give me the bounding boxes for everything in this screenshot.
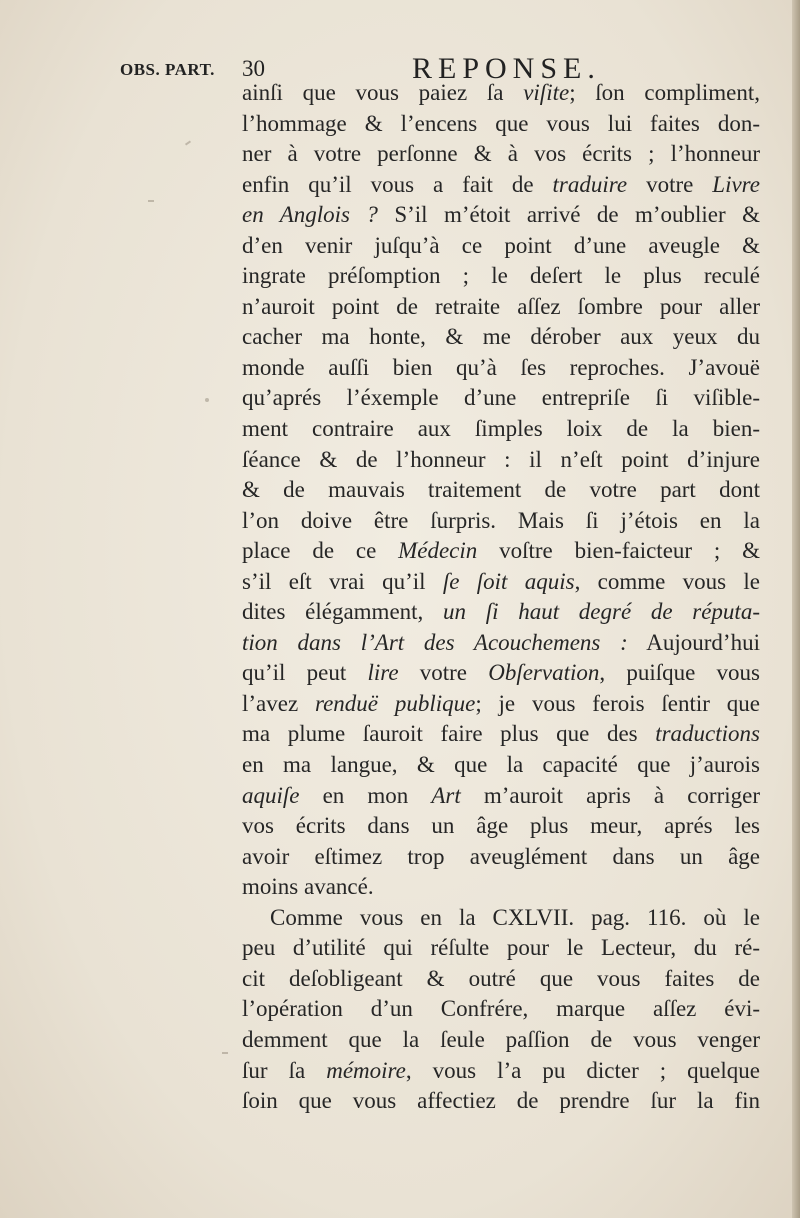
text-line — [242, 842, 760, 873]
text-run: qu’aprés l’éxemple d’une entrepriſe ſi viſible- — [242, 385, 760, 411]
text-line — [242, 475, 760, 506]
italic-text: aquiſe — [242, 782, 300, 808]
text-line — [242, 811, 760, 842]
text-line — [242, 903, 760, 934]
italic-text: lire — [367, 660, 399, 686]
text-run: , vous l’a pu dicter ; quelque — [405, 1057, 760, 1083]
page-title: REPONSE. — [412, 52, 601, 85]
text-line — [242, 933, 760, 964]
text-line — [242, 1025, 760, 1056]
text-line — [242, 628, 760, 659]
text-line — [242, 1056, 760, 1087]
italic-text: ſe ſoit aquis — [442, 568, 575, 594]
text-run: Comme vous en la CXLVII. pag. 116. où le — [270, 904, 760, 930]
text-run: ſoin que vous affectiez de prendre ſur la fin — [242, 1088, 760, 1114]
text-line — [242, 292, 760, 323]
page-edge-shadow — [792, 0, 800, 1218]
text-run: m’auroit apris à corriger — [460, 782, 760, 808]
text-run: avoir eſtimez trop aveuglément dans un âge — [242, 843, 760, 869]
text-line — [242, 506, 760, 537]
text-run: peu d’utilité qui réſulte pour le Lecteur, du ré- — [242, 935, 760, 961]
text-run: ma plume ſauroit faire plus que des — [242, 721, 656, 747]
italic-text: Médecin — [398, 538, 478, 564]
margin-mark — [148, 200, 154, 202]
text-line — [242, 597, 760, 628]
text-line — [242, 170, 760, 201]
text-run: demment que la ſeule paſſion de vous venger — [242, 1026, 760, 1052]
text-line — [242, 781, 760, 812]
italic-text: Art — [431, 782, 461, 808]
text-run: n’auroit point de retraite aſſez ſombre pour aller — [242, 293, 760, 319]
text-line — [242, 383, 760, 414]
text-line — [242, 139, 760, 170]
text-line — [242, 567, 760, 598]
text-run: d’en venir juſqu’à ce point d’une aveugle & — [242, 232, 760, 258]
text-line — [242, 536, 760, 567]
text-line — [242, 994, 760, 1025]
text-line — [242, 964, 760, 995]
text-run: vos écrits dans un âge plus meur, aprés les — [242, 813, 760, 839]
text-run: Aujourd’hui — [627, 629, 760, 655]
italic-text: en Anglois ? — [242, 202, 378, 228]
text-run: l’opération d’un Confrére, marque aſſez évi- — [242, 996, 760, 1022]
text-run: ainſi que vous paiez ſa — [242, 80, 524, 105]
text-line — [242, 231, 760, 262]
text-line — [242, 872, 760, 903]
italic-text: traduire — [552, 171, 628, 197]
text-line — [242, 719, 760, 750]
text-run: ingrate préſomption ; le deſert le plus reculé — [242, 263, 760, 289]
italic-text: Livre — [712, 171, 760, 197]
text-run: cit deſobligeant & outré que vous faites de — [242, 965, 760, 991]
text-run: l’avez — [242, 690, 315, 716]
italic-text: traductions — [655, 721, 760, 747]
text-line — [242, 414, 760, 445]
text-line — [242, 658, 760, 689]
body-text — [242, 78, 760, 1117]
text-run: voſtre bien-faicteur ; & — [477, 538, 760, 564]
text-run: ; je vous ferois ſentir que — [475, 690, 760, 716]
text-line — [242, 750, 760, 781]
text-run: , comme vous le — [574, 568, 760, 594]
text-run: monde auſſi bien qu’à ſes reproches. J’avouë — [242, 354, 760, 380]
text-run: s’il eſt vrai qu’il — [242, 568, 443, 594]
text-run: l’on doive être ſurpris. Mais ſi j’étois en la — [242, 507, 760, 533]
italic-text: Obſervation — [488, 660, 600, 686]
text-run: ſéance & de l’honneur : il n’eſt point d’injure — [242, 446, 760, 472]
italic-text: tion dans l’Art des Acouchemens : — [242, 629, 628, 655]
text-run: en ma langue, & que la capacité que j’aurois — [242, 752, 760, 778]
text-run: moins avancé. — [242, 874, 374, 900]
text-line — [242, 109, 760, 140]
italic-text: viſite — [523, 80, 570, 105]
running-head: OBS. PART. — [120, 60, 215, 79]
text-run: votre — [398, 660, 489, 686]
text-run: cacher ma honte, & me dérober aux yeux du — [242, 324, 760, 350]
italic-text: renduë publique — [315, 690, 476, 716]
text-run: en mon — [299, 782, 432, 808]
text-run: S’il m’étoit arrivé de m’oublier & — [377, 202, 760, 228]
margin-mark — [222, 1052, 228, 1054]
text-line — [242, 261, 760, 292]
text-run: ſur ſa — [242, 1057, 327, 1083]
margin-mark — [205, 398, 209, 402]
text-line — [242, 322, 760, 353]
text-line — [242, 78, 760, 109]
text-run: enfin qu’il vous a fait de — [242, 171, 553, 197]
text-line — [242, 689, 760, 720]
text-run: , puiſque vous — [599, 660, 760, 686]
italic-text: un ſi haut degré de réputa- — [443, 599, 760, 625]
text-run: l’hommage & l’encens que vous lui faites don- — [242, 110, 760, 136]
text-line — [242, 200, 760, 231]
text-line — [242, 445, 760, 476]
text-run: votre — [627, 171, 713, 197]
text-run: qu’il peut — [242, 660, 368, 686]
margin-mark — [185, 140, 191, 145]
page-number: 30 — [242, 56, 265, 81]
text-run: place de ce — [242, 538, 399, 564]
text-run: dites élégamment, — [242, 599, 443, 625]
text-run: ; ſon compliment, — [569, 80, 760, 105]
text-run: & de mauvais traitement de votre part dont — [242, 477, 760, 503]
italic-text: mémoire — [326, 1057, 406, 1083]
text-line — [242, 353, 760, 384]
text-run: ment contraire aux ſimples loix de la bien- — [242, 416, 760, 442]
text-run: ner à votre perſonne & à vos écrits ; l’honneur — [242, 141, 760, 167]
text-line — [242, 1086, 760, 1117]
